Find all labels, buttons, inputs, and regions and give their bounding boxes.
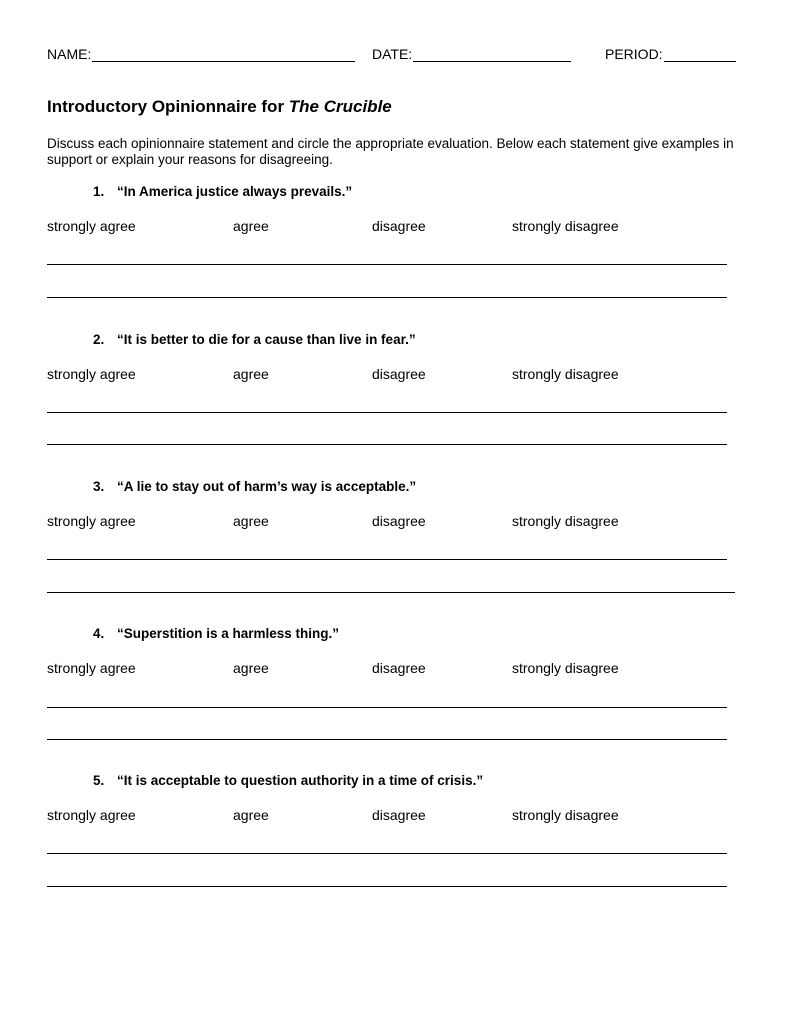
option-strongly-agree[interactable]: strongly agree [47, 660, 136, 676]
option-strongly-agree[interactable]: strongly agree [47, 513, 136, 529]
question-statement [93, 773, 483, 788]
answer-line[interactable] [47, 444, 727, 445]
answer-line[interactable] [47, 592, 735, 593]
answer-line[interactable] [47, 412, 727, 413]
option-strongly-disagree[interactable]: strongly disagree [512, 660, 619, 676]
option-agree[interactable]: agree [233, 513, 269, 529]
question-2 [47, 332, 737, 452]
option-agree[interactable]: agree [233, 660, 269, 676]
answer-line[interactable] [47, 264, 727, 265]
option-strongly-disagree[interactable]: strongly disagree [512, 218, 619, 234]
question-text: “In America justice always prevails.” [117, 184, 353, 199]
option-disagree[interactable]: disagree [372, 513, 426, 529]
question-3 [47, 479, 737, 599]
question-number: 3. [93, 479, 105, 494]
date-blank[interactable] [413, 47, 571, 62]
question-number: 2. [93, 332, 105, 347]
option-disagree[interactable]: disagree [372, 366, 426, 382]
question-text: “A lie to stay out of harm’s way is acceptable.” [117, 479, 417, 494]
question-number: 5. [93, 773, 105, 788]
question-text: “It is better to die for a cause than live in fear.” [117, 332, 416, 347]
option-agree[interactable]: agree [233, 366, 269, 382]
period-blank[interactable] [664, 47, 736, 62]
answer-line[interactable] [47, 853, 727, 854]
header-row [47, 46, 737, 66]
option-strongly-disagree[interactable]: strongly disagree [512, 513, 619, 529]
question-number: 1. [93, 184, 105, 199]
answer-line[interactable] [47, 739, 727, 740]
option-agree[interactable]: agree [233, 807, 269, 823]
page-title [47, 97, 392, 117]
option-strongly-agree[interactable]: strongly agree [47, 366, 136, 382]
name-label: NAME: [47, 46, 92, 62]
instructions-text: Discuss each opinionnaire statement and circle the appropriate evaluation. Below each statement give examples in support or explain your reasons for disagreeing. [47, 136, 734, 167]
question-number: 4. [93, 626, 105, 641]
answer-line[interactable] [47, 559, 727, 560]
option-strongly-agree[interactable]: strongly agree [47, 218, 136, 234]
name-field [47, 46, 355, 62]
option-disagree[interactable]: disagree [372, 218, 426, 234]
question-4 [47, 626, 737, 746]
period-label: PERIOD: [605, 46, 663, 62]
question-statement [93, 626, 339, 641]
option-strongly-disagree[interactable]: strongly disagree [512, 807, 619, 823]
date-label: DATE: [372, 46, 413, 62]
option-disagree[interactable]: disagree [372, 807, 426, 823]
question-text: “Superstition is a harmless thing.” [117, 626, 340, 641]
question-text: “It is acceptable to question authority in a time of crisis.” [117, 773, 484, 788]
question-statement [93, 479, 416, 494]
question-1 [47, 184, 737, 304]
answer-line[interactable] [47, 297, 727, 298]
answer-line[interactable] [47, 886, 727, 887]
answer-line[interactable] [47, 707, 727, 708]
name-blank[interactable] [92, 47, 355, 62]
option-agree[interactable]: agree [233, 218, 269, 234]
title-prefix: Introductory Opinionnaire for [47, 97, 289, 116]
date-field [372, 46, 571, 62]
option-disagree[interactable]: disagree [372, 660, 426, 676]
period-field [605, 46, 736, 62]
question-statement [93, 332, 416, 347]
option-strongly-agree[interactable]: strongly agree [47, 807, 136, 823]
question-statement [93, 184, 352, 199]
question-5 [47, 773, 737, 893]
option-strongly-disagree[interactable]: strongly disagree [512, 366, 619, 382]
title-italic: The Crucible [288, 97, 392, 116]
